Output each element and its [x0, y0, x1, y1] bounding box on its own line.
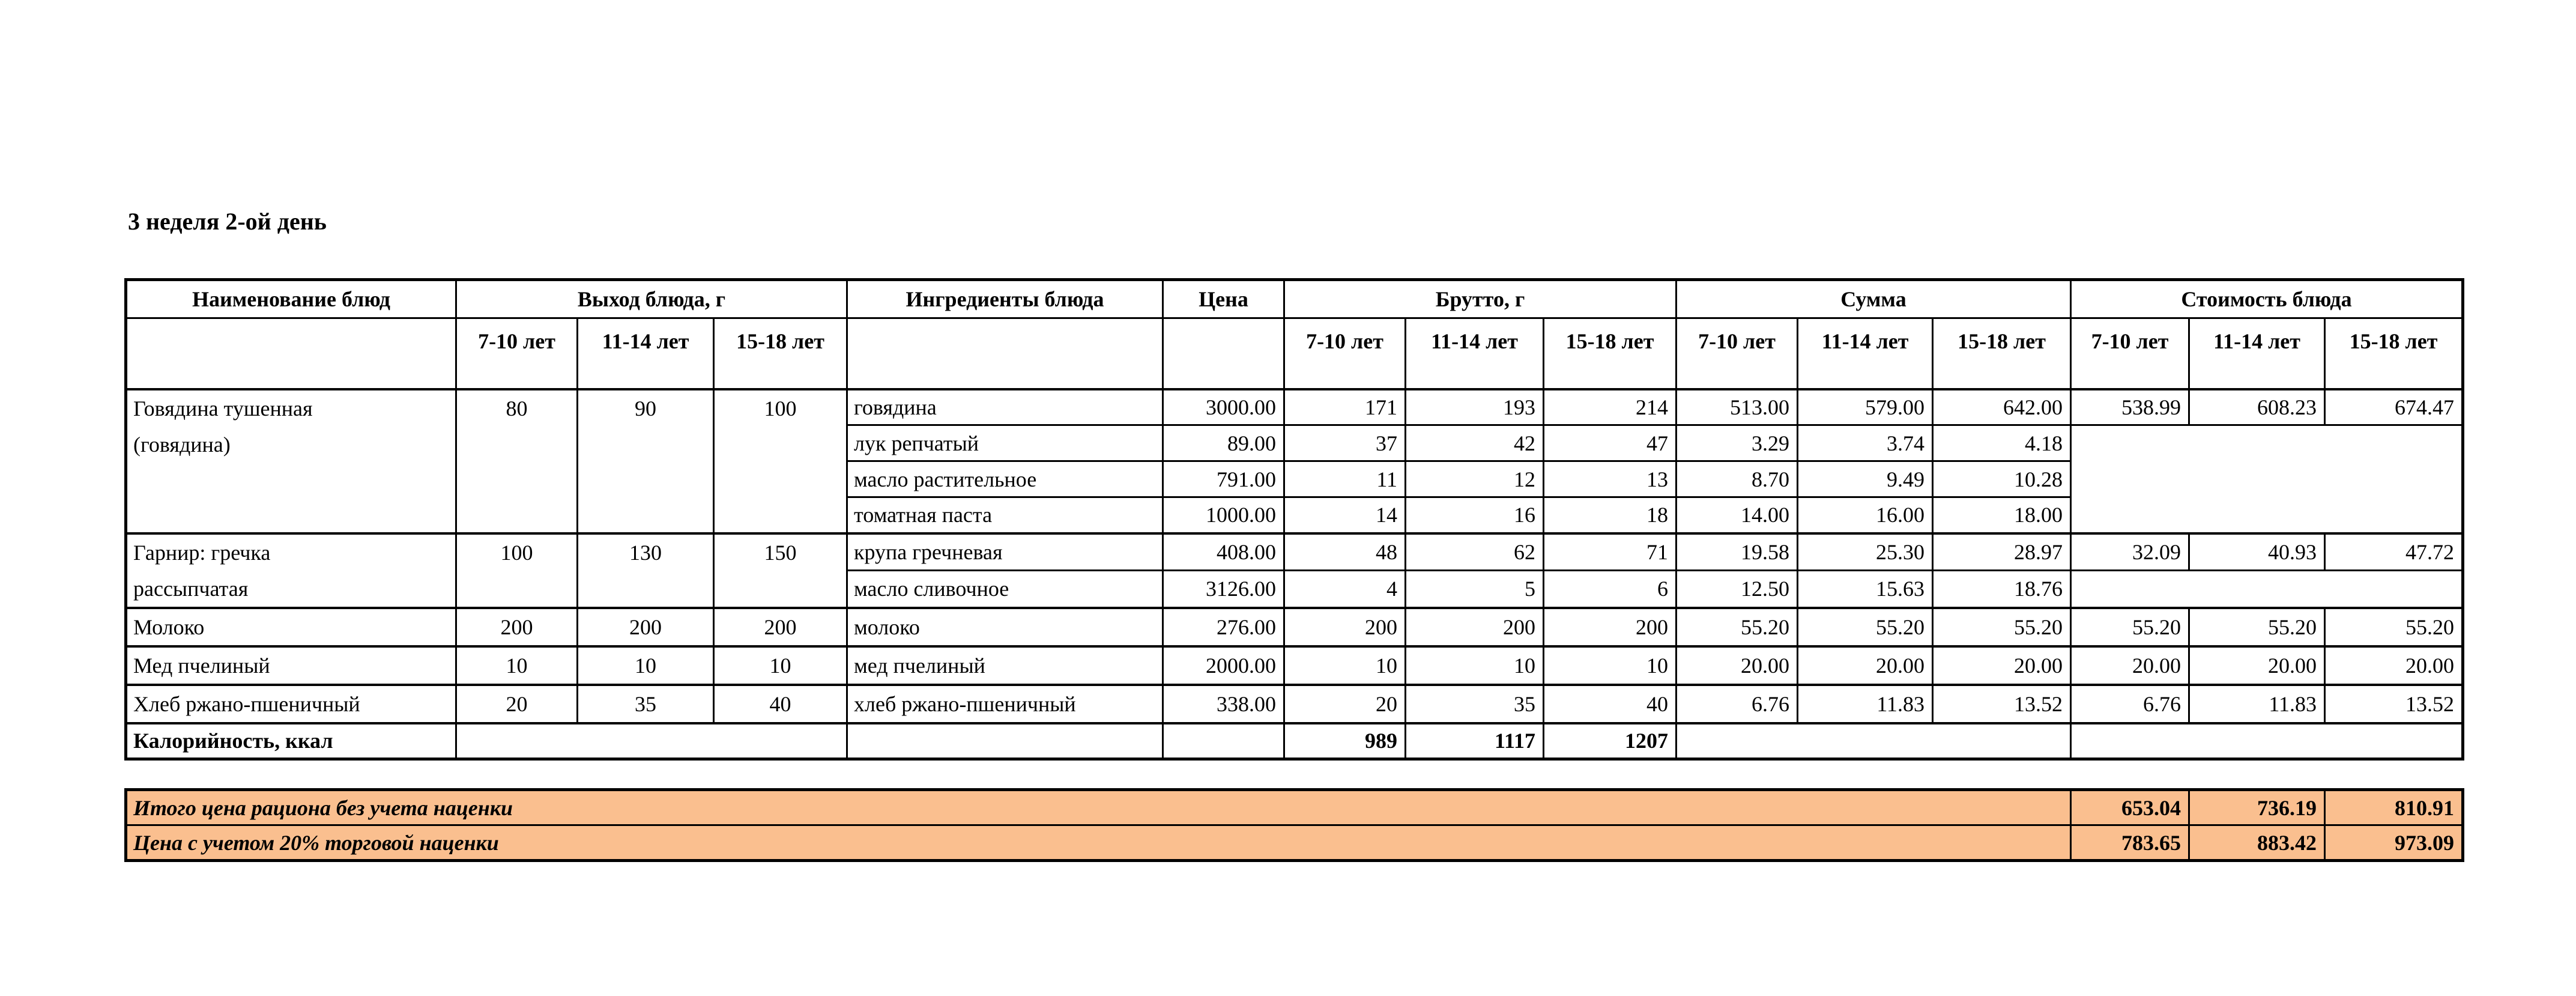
gross-cell: 200: [1544, 608, 1677, 646]
sum-cell: 14.00: [1677, 497, 1798, 533]
output-cell: 130: [578, 533, 714, 608]
page-title: 3 неделя 2-ой день: [128, 208, 327, 235]
price-cell: 338.00: [1163, 685, 1284, 723]
gross-cell: 10: [1284, 646, 1406, 685]
cost-cell: 674.47: [2325, 389, 2463, 425]
totals-container: [124, 788, 2464, 862]
gross-cell: 6: [1544, 571, 1677, 608]
gross-cell: 200: [1284, 608, 1406, 646]
sum-cell: 20.00: [1798, 646, 1933, 685]
ingredient-cell: молоко: [847, 608, 1163, 646]
cost-cell: 47.72: [2325, 533, 2463, 571]
sum-cell: 513.00: [1677, 389, 1798, 425]
header-ingredients-spacer: [847, 318, 1163, 389]
gross-cell: 12: [1406, 461, 1544, 497]
calories-label-cell: Калорийность, ккал: [126, 723, 456, 759]
menu-table-container: [124, 278, 2464, 761]
gross-cell: 5: [1406, 571, 1544, 608]
header-cost-age-3: 15-18 лет: [2325, 318, 2463, 389]
output-cell: 20: [456, 685, 578, 723]
gross-cell: 4: [1284, 571, 1406, 608]
cost-cell: 538.99: [2071, 389, 2189, 425]
header-gross-age-1: 7-10 лет: [1284, 318, 1406, 389]
dish-name-line: Говядина тушенная: [133, 396, 313, 421]
dish-name-line: Молоко: [133, 615, 205, 639]
sum-cell: 8.70: [1677, 461, 1798, 497]
gross-cell: 10: [1544, 646, 1677, 685]
ingredient-cell: мед пчелиный: [847, 646, 1163, 685]
dish-name-cell: [126, 533, 456, 608]
ingredient-cell: говядина: [847, 389, 1163, 425]
dish-name-line: (говядина): [133, 432, 231, 457]
gross-cell: 13: [1544, 461, 1677, 497]
output-cell: 90: [578, 389, 714, 533]
total-no-markup-value: 810.91: [2325, 790, 2463, 825]
ingredient-cell: хлеб ржано-пшеничный: [847, 685, 1163, 723]
output-cell: 100: [456, 533, 578, 608]
price-cell: 3000.00: [1163, 389, 1284, 425]
header-gross-group: Брутто, г: [1284, 280, 1677, 318]
output-cell: 10: [578, 646, 714, 685]
header-sum-group: Сумма: [1677, 280, 2071, 318]
ingredient-cell: крупа гречневая: [847, 533, 1163, 571]
gross-cell: 37: [1284, 425, 1406, 461]
calories-value-cell: 1207: [1544, 723, 1677, 759]
output-cell: 35: [578, 685, 714, 723]
header-cost-group: Стоимость блюда: [2071, 280, 2463, 318]
ingredient-cell: лук репчатый: [847, 425, 1163, 461]
calories-ingredient-empty-cell: [847, 723, 1163, 759]
dish-name-line: рассыпчатая: [133, 576, 249, 601]
output-cell: 10: [456, 646, 578, 685]
output-cell: 40: [714, 685, 847, 723]
output-cell: 80: [456, 389, 578, 533]
price-cell: 408.00: [1163, 533, 1284, 571]
cost-empty-merged-cell: [2071, 425, 2463, 533]
sum-cell: 11.83: [1798, 685, 1933, 723]
gross-cell: 11: [1284, 461, 1406, 497]
header-cost-age-1: 7-10 лет: [2071, 318, 2189, 389]
header-output-age-1: 7-10 лет: [456, 318, 578, 389]
menu-table: [124, 278, 2464, 761]
sum-cell: 12.50: [1677, 571, 1798, 608]
sum-cell: 55.20: [1677, 608, 1798, 646]
header-price: Цена: [1163, 280, 1284, 318]
header-output-age-3: 15-18 лет: [714, 318, 847, 389]
output-cell: 200: [714, 608, 847, 646]
header-price-spacer: [1163, 318, 1284, 389]
header-gross-age-2: 11-14 лет: [1406, 318, 1544, 389]
dish-name-cell: [126, 389, 456, 533]
ingredient-cell: томатная паста: [847, 497, 1163, 533]
header-output-age-2: 11-14 лет: [578, 318, 714, 389]
dish-name-line: Мед пчелиный: [133, 653, 270, 678]
gross-cell: 16: [1406, 497, 1544, 533]
header-name-spacer: [126, 318, 456, 389]
total-no-markup-label: Итого цена рациона без учета наценки: [126, 790, 2071, 825]
sum-cell: 9.49: [1798, 461, 1933, 497]
ingredient-cell: масло сливочное: [847, 571, 1163, 608]
sum-cell: 55.20: [1798, 608, 1933, 646]
header-gross-age-3: 15-18 лет: [1544, 318, 1677, 389]
dish-name-cell: [126, 685, 456, 723]
sum-cell: 4.18: [1933, 425, 2071, 461]
gross-cell: 71: [1544, 533, 1677, 571]
sum-cell: 18.76: [1933, 571, 2071, 608]
dish-name-line: Гарнир: гречка: [133, 540, 271, 565]
price-cell: 1000.00: [1163, 497, 1284, 533]
gross-cell: 48: [1284, 533, 1406, 571]
cost-cell: 20.00: [2325, 646, 2463, 685]
price-cell: 2000.00: [1163, 646, 1284, 685]
cost-cell: 20.00: [2189, 646, 2325, 685]
total-with-markup-value: 883.42: [2189, 825, 2325, 861]
sum-cell: 579.00: [1798, 389, 1933, 425]
header-ingredients: Ингредиенты блюда: [847, 280, 1163, 318]
totals-table: [124, 788, 2464, 862]
calories-value-cell: 1117: [1406, 723, 1544, 759]
cost-cell: 55.20: [2071, 608, 2189, 646]
dish-name-cell: [126, 646, 456, 685]
sum-cell: 25.30: [1798, 533, 1933, 571]
price-cell: 276.00: [1163, 608, 1284, 646]
calories-value-cell: 989: [1284, 723, 1406, 759]
sum-cell: 55.20: [1933, 608, 2071, 646]
dish-name-line: Хлеб ржано-пшеничный: [133, 691, 360, 716]
sum-cell: 3.29: [1677, 425, 1798, 461]
sum-cell: 642.00: [1933, 389, 2071, 425]
gross-cell: 20: [1284, 685, 1406, 723]
header-sum-age-3: 15-18 лет: [1933, 318, 2071, 389]
header-sum-age-2: 11-14 лет: [1798, 318, 1933, 389]
price-cell: 3126.00: [1163, 571, 1284, 608]
sum-cell: 20.00: [1677, 646, 1798, 685]
gross-cell: 193: [1406, 389, 1544, 425]
sum-cell: 28.97: [1933, 533, 2071, 571]
gross-cell: 14: [1284, 497, 1406, 533]
gross-cell: 47: [1544, 425, 1677, 461]
cost-cell: 20.00: [2071, 646, 2189, 685]
cost-cell: 13.52: [2325, 685, 2463, 723]
cost-cell: 40.93: [2189, 533, 2325, 571]
cost-cell: 6.76: [2071, 685, 2189, 723]
calories-price-empty-cell: [1163, 723, 1284, 759]
header-output-group: Выход блюда, г: [456, 280, 847, 318]
sum-cell: 18.00: [1933, 497, 2071, 533]
gross-cell: 18: [1544, 497, 1677, 533]
sum-cell: 16.00: [1798, 497, 1933, 533]
dish-name-cell: [126, 608, 456, 646]
header-name: Наименование блюд: [126, 280, 456, 318]
total-with-markup-value: 973.09: [2325, 825, 2463, 861]
sum-cell: 15.63: [1798, 571, 1933, 608]
cost-empty-merged-cell: [2071, 571, 2463, 608]
sum-cell: 3.74: [1798, 425, 1933, 461]
cost-cell: 55.20: [2189, 608, 2325, 646]
total-with-markup-label: Цена с учетом 20% торговой наценки: [126, 825, 2071, 861]
gross-cell: 200: [1406, 608, 1544, 646]
sum-cell: 6.76: [1677, 685, 1798, 723]
gross-cell: 171: [1284, 389, 1406, 425]
cost-cell: 608.23: [2189, 389, 2325, 425]
sum-cell: 19.58: [1677, 533, 1798, 571]
calories-cost-empty-cell: [2071, 723, 2463, 759]
cost-cell: 55.20: [2325, 608, 2463, 646]
gross-cell: 62: [1406, 533, 1544, 571]
cost-cell: 32.09: [2071, 533, 2189, 571]
sum-cell: 13.52: [1933, 685, 2071, 723]
output-cell: 150: [714, 533, 847, 608]
header-cost-age-2: 11-14 лет: [2189, 318, 2325, 389]
gross-cell: 42: [1406, 425, 1544, 461]
total-with-markup-value: 783.65: [2071, 825, 2189, 861]
output-cell: 200: [578, 608, 714, 646]
output-cell: 10: [714, 646, 847, 685]
output-cell: 200: [456, 608, 578, 646]
cost-cell: 11.83: [2189, 685, 2325, 723]
gross-cell: 214: [1544, 389, 1677, 425]
calories-sum-empty-cell: [1677, 723, 2071, 759]
output-cell: 100: [714, 389, 847, 533]
calories-output-empty-cell: [456, 723, 847, 759]
total-no-markup-value: 653.04: [2071, 790, 2189, 825]
gross-cell: 10: [1406, 646, 1544, 685]
sum-cell: 10.28: [1933, 461, 2071, 497]
sum-cell: 20.00: [1933, 646, 2071, 685]
header-sum-age-1: 7-10 лет: [1677, 318, 1798, 389]
ingredient-cell: масло растительное: [847, 461, 1163, 497]
gross-cell: 35: [1406, 685, 1544, 723]
total-no-markup-value: 736.19: [2189, 790, 2325, 825]
gross-cell: 40: [1544, 685, 1677, 723]
price-cell: 89.00: [1163, 425, 1284, 461]
price-cell: 791.00: [1163, 461, 1284, 497]
